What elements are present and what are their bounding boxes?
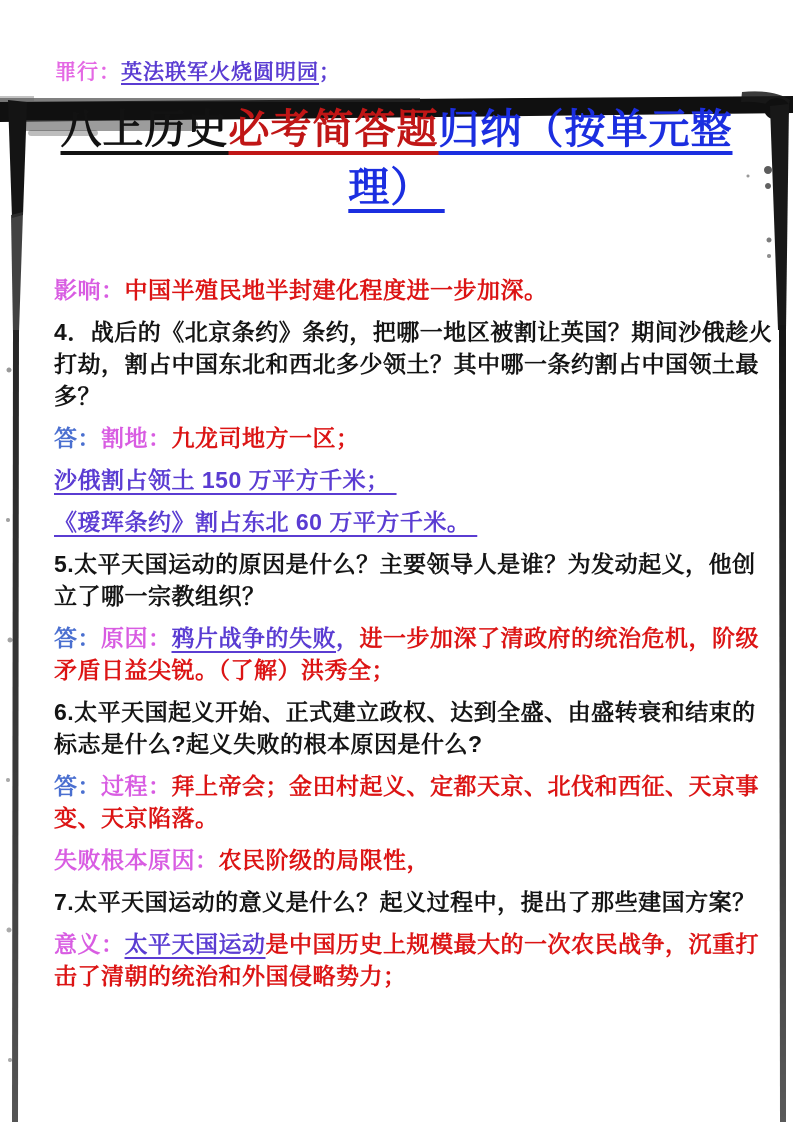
text-segment: 过程： (101, 773, 172, 799)
page-title (0, 100, 793, 216)
text-segment: 标志是什么?起义失败的根本原因是什么? (54, 731, 483, 757)
paragraph (54, 886, 772, 918)
text-segment: 影响： (54, 277, 125, 303)
text-segment: 理） (348, 164, 445, 210)
text-segment: 变、天京陷落。 (54, 805, 219, 831)
text-segment: 罪行： (55, 61, 121, 84)
text-segment: 6.太平天国起义开始、正式建立政权、达到全盛、由盛转衰和结束的 (54, 699, 756, 725)
text-segment: 答： (54, 773, 101, 799)
paragraph (54, 506, 772, 538)
text-line (54, 802, 772, 834)
paragraph (54, 770, 772, 834)
text-line (54, 654, 772, 686)
text-segment: 太平天国运动 (124, 931, 266, 957)
text-segment: 原因： (101, 625, 172, 651)
text-line (54, 960, 772, 992)
paragraph (54, 844, 772, 876)
text-line (54, 548, 772, 580)
paragraph (54, 422, 772, 454)
text-segment: 击了清朝的统治和外国侵略势力； (54, 963, 407, 989)
text-line (54, 844, 772, 876)
text-segment: 答： (54, 425, 101, 451)
text-line (54, 770, 772, 802)
text-line (54, 274, 772, 306)
text-line (54, 622, 772, 654)
text-line (54, 580, 772, 612)
text-segment: 拜上帝会；金田村起义、定都天京、北伐和西征、天京事 (171, 773, 759, 799)
text-line (54, 380, 772, 412)
text-segment: 农民阶级的局限性， (218, 847, 430, 873)
paragraph (54, 316, 772, 412)
paragraph (54, 464, 772, 496)
paragraph (54, 696, 772, 760)
text-segment: 进一步加深了清政府的统治危机，阶级 (359, 625, 759, 651)
text-segment: 4．战后的《北京条约》条约，把哪一地区被割让英国？期间沙俄趁火 (54, 319, 773, 345)
text-line (54, 422, 772, 454)
text-segment: 答： (54, 625, 101, 651)
text-segment: 多？ (54, 383, 101, 409)
text-segment: 《瑷珲条约》割占东北 60 万平方千米。 (54, 509, 478, 535)
text-segment: 鸦片战争的失败 (171, 625, 336, 651)
text-segment: 英法联军火烧圆明园 (121, 61, 319, 84)
text-segment: ； (319, 61, 341, 84)
text-segment: 割地： (101, 425, 172, 451)
paragraph (54, 622, 772, 686)
text-segment: 7.太平天国运动的意义是什么？起义过程中，提出了那些建国方案？ (54, 889, 756, 915)
text-segment: 5.太平天国运动的原因是什么？主要领导人是谁？为发动起义，他创 (54, 551, 756, 577)
text-line (0, 100, 793, 158)
text-line (54, 506, 772, 538)
text-segment: 八上历史 (60, 106, 229, 152)
paragraph (54, 928, 772, 992)
text-line (54, 728, 772, 760)
document-body (54, 274, 772, 1002)
text-line (54, 348, 772, 380)
text-segment: 意义： (54, 931, 125, 957)
paragraph (54, 548, 772, 612)
text-line (54, 696, 772, 728)
text-segment: 中国半殖民地半封建化程度进一步加深。 (124, 277, 548, 303)
text-segment: 九龙司地方一区； (171, 425, 360, 451)
text-segment: 立了哪一宗教组织？ (54, 583, 266, 609)
text-line (0, 158, 793, 216)
text-segment: 沙俄割占领土 150 万平方千米； (54, 467, 397, 493)
text-line (54, 886, 772, 918)
text-segment: 打劫，割占中国东北和西北多少领土？其中哪一条约割占中国领土最 (54, 351, 759, 377)
text-segment: 必考简答题 (228, 106, 439, 152)
paragraph (54, 274, 772, 306)
text-segment: ， (336, 625, 360, 651)
text-segment: 矛盾日益尖锐。（了解）洪秀全； (54, 657, 395, 683)
text-line (54, 928, 772, 960)
text-segment: 是中国历史上规模最大的一次农民战争，沉重打 (265, 931, 759, 957)
crime-note-line (55, 56, 341, 86)
text-segment: 归纳（按单元整 (438, 106, 733, 152)
text-line (54, 316, 772, 348)
text-segment: 失败根本原因： (54, 847, 219, 873)
text-line (54, 464, 772, 496)
